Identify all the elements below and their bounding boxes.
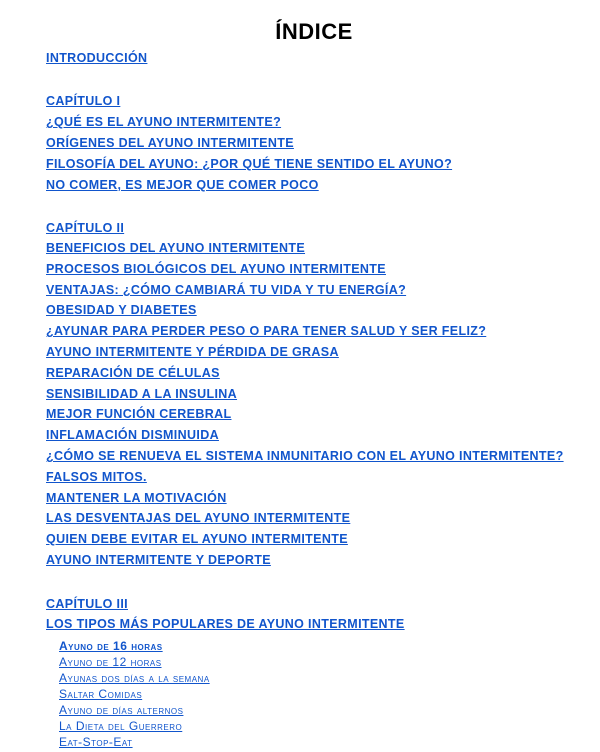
toc-link-inflamacion[interactable]: INFLAMACIÓN DISMINUIDA (46, 428, 219, 442)
toc-link-introduccion[interactable]: INTRODUCCIÓN (46, 51, 148, 65)
toc-link-reparacion-celulas[interactable]: REPARACIÓN DE CÉLULAS (46, 366, 220, 380)
toc-sublink-ayuno-16-horas[interactable]: Ayuno de 16 horas (59, 639, 163, 653)
toc-link-motivacion[interactable]: MANTENER LA MOTIVACIÓN (46, 491, 227, 505)
toc-link-ventajas[interactable]: VENTAJAS: ¿CÓMO CAMBIARÁ TU VIDA Y TU ENERGÍA? (46, 283, 407, 297)
toc-link-desventajas[interactable]: LAS DESVENTAJAS DEL AYUNO INTERMITENTE (46, 511, 351, 525)
toc-sublink-eat-stop-eat[interactable]: Eat-Stop-Eat (59, 735, 133, 749)
index-title: ÍNDICE (275, 19, 353, 44)
toc-link-capitulo-1[interactable]: CAPÍTULO I (46, 94, 121, 108)
toc-link-beneficios[interactable]: BENEFICIOS DEL AYUNO INTERMITENTE (46, 241, 306, 255)
toc-link-capitulo-3[interactable]: CAPÍTULO III (46, 597, 128, 611)
toc-link-deporte[interactable]: AYUNO INTERMITENTE Y DEPORTE (46, 553, 271, 567)
toc-link-que-es-ayuno[interactable]: ¿QUÉ ES EL AYUNO INTERMITENTE? (46, 115, 282, 129)
toc-link-tipos-populares[interactable]: LOS TIPOS MÁS POPULARES DE AYUNO INTERMITENTE (46, 617, 405, 631)
toc-link-sistema-inmunitario[interactable]: ¿CÓMO SE RENUEVA EL SISTEMA INMUNITARIO CON EL AYUNO INTERMITENTE? (46, 449, 564, 463)
toc-link-perdida-grasa[interactable]: AYUNO INTERMITENTE Y PÉRDIDA DE GRASA (46, 345, 339, 359)
toc-sublink-dieta-guerrero[interactable]: La Dieta del Guerrero (59, 719, 183, 733)
toc-link-ayunar-perder-peso[interactable]: ¿AYUNAR PARA PERDER PESO O PARA TENER SALUD Y SER FELIZ? (46, 324, 487, 338)
toc-sublink-ayuno-12-horas[interactable]: Ayuno de 12 horas (59, 655, 162, 669)
toc-link-quien-debe-evitar[interactable]: QUIEN DEBE EVITAR EL AYUNO INTERMITENTE (46, 532, 348, 546)
toc-sublink-dos-dias-semana[interactable]: Ayunas dos días a la semana (59, 671, 210, 685)
toc-link-obesidad[interactable]: OBESIDAD Y DIABETES (46, 303, 197, 317)
toc-sublink-saltar-comidas[interactable]: Saltar Comidas (59, 687, 143, 701)
toc-link-origenes[interactable]: ORÍGENES DEL AYUNO INTERMITENTE (46, 136, 294, 150)
toc-link-funcion-cerebral[interactable]: MEJOR FUNCIÓN CEREBRAL (46, 407, 232, 421)
toc-link-procesos-biologicos[interactable]: PROCESOS BIOLÓGICOS DEL AYUNO INTERMITENTE (46, 262, 386, 276)
toc-link-no-comer[interactable]: NO COMER, ES MEJOR QUE COMER POCO (46, 178, 319, 192)
toc-link-capitulo-2[interactable]: CAPÍTULO II (46, 221, 125, 235)
toc-link-sensibilidad-insulina[interactable]: SENSIBILIDAD A LA INSULINA (46, 387, 238, 401)
toc-sublink-dias-alternos[interactable]: Ayuno de días alternos (59, 703, 184, 717)
toc-link-falsos-mitos[interactable]: FALSOS MITOS. (46, 470, 147, 484)
toc-link-filosofia[interactable]: FILOSOFÍA DEL AYUNO: ¿POR QUÉ TIENE SENTIDO EL AYUNO? (46, 157, 453, 171)
